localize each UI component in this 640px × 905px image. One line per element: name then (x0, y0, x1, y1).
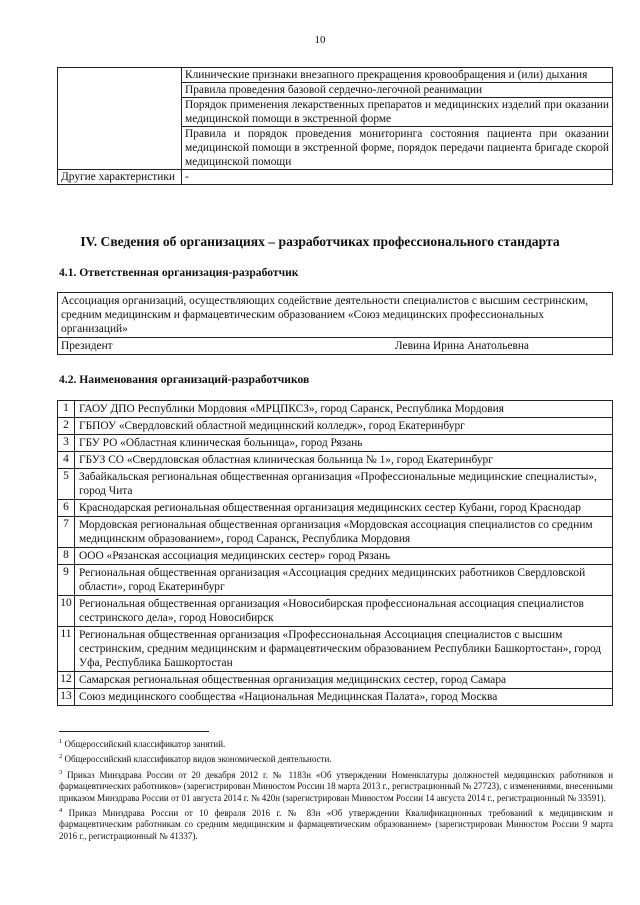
footnote-text: Общероссийский классификатор занятий. (64, 739, 226, 749)
organization-name: ГАОУ ДПО Республики Мордовия «МРЦПКСЗ», город Саранск, Республика Мордовия (75, 401, 613, 418)
footnote-marker: 2 (59, 753, 63, 761)
organization-name: Краснодарская региональная общественная организация медицинских сестер Кубани, город Краснодар (75, 500, 613, 517)
table-row (58, 401, 613, 418)
row-number: 13 (58, 689, 75, 706)
footnotes (59, 736, 613, 843)
row-number: 9 (58, 565, 75, 596)
row-number: 12 (58, 672, 75, 689)
footnote (59, 736, 613, 750)
table-cell: Порядок применения лекарственных препаратов и медицинских изделий при оказании медицинской помощи в экстренной форме (182, 98, 613, 127)
table-row (58, 469, 613, 500)
organization-name: ГБУЗ СО «Свердловская областная клиническая больница № 1», город Екатеринбург (75, 452, 613, 469)
table-row (58, 672, 613, 689)
row-number: 3 (58, 435, 75, 452)
table-row (58, 548, 613, 565)
subsection-heading: 4.1. Ответственная организация-разработчик (59, 266, 299, 279)
footnote-marker: 1 (59, 738, 63, 745)
table-cell: Правила и порядок проведения мониторинга состояния пациента при оказании медицинской помощи в экстренной форме, порядок передачи пациента бригаде скорой медицинской помощи (182, 127, 613, 170)
footnote-text: Общероссийский классификатор видов экономической деятельности. (64, 754, 332, 765)
organization-name: Союз медицинского сообщества «Национальная Медицинская Палата», город Москва (75, 689, 613, 706)
table-row (58, 338, 613, 355)
table-row (58, 68, 613, 83)
subsection-heading: 4.2. Наименования организаций-разработчиков (59, 373, 310, 386)
footnote-text: Приказ Минздрава России от 10 февраля 2016 г. № 83н «Об утверждении Квалификационных требований к медицинским и фармацевтическим работникам со средним медицинским и фармацевтическим образованием» (зарегистрирован Минюстом России 9 марта 2016 г., регистрационный № 41337). (59, 808, 613, 841)
organization-name: Региональная общественная организация «Новосибирская профессиональная ассоциация специалистов сестринского дела», город Новосибирск (75, 596, 613, 627)
organization-name: ООО «Рязанская ассоциация медицинских сестер» город Рязань (75, 548, 613, 565)
table-row (58, 627, 613, 672)
table-row (58, 170, 613, 185)
org-signatory (58, 338, 613, 355)
row-number: 11 (58, 627, 75, 672)
table-row (58, 435, 613, 452)
table-cell-empty (58, 68, 182, 170)
footnote-divider (59, 731, 209, 732)
organization-name: ГБУ РО «Областная клиническая больница», город Рязань (75, 435, 613, 452)
row-number: 1 (58, 401, 75, 418)
developers-table-body (58, 401, 613, 706)
table-cell: Клинические признаки внезапного прекращения кровообращения и (или) дыхания (182, 68, 613, 83)
table-cell-label: Другие характеристики (58, 170, 182, 185)
row-number: 2 (58, 418, 75, 435)
row-number: 7 (58, 517, 75, 548)
footnote (59, 751, 613, 765)
organization-name: Региональная общественная организация «Ассоциация средних медицинских работников Свердловской области», город Екатеринбург (75, 565, 613, 596)
table-row (58, 293, 613, 338)
table-row (58, 517, 613, 548)
row-number: 8 (58, 548, 75, 565)
row-number: 5 (58, 469, 75, 500)
row-number: 4 (58, 452, 75, 469)
table-row (58, 500, 613, 517)
organization-name: Региональная общественная организация «Профессиональная Ассоциация специалистов с высшим сестринским, средним медицинским и фармацевтическим образованием Республики Башкортостан», город Уфа, Республика Башкортостан (75, 627, 613, 672)
organization-name: Забайкальская региональная общественная организация «Профессиональные медицинские специалисты», город Чита (75, 469, 613, 500)
footnote-text: Приказ Минздрава России от 20 декабря 2012 г. № 1183н «Об утверждении Номенклатуры должностей медицинских работников и фармацевтических работников» (зарегистрирован Минюстом России 18 марта 2013 г., регистрационный № 27723), с изменениями, внесенными приказом Минздрава России от 01 августа 2014 г. № 420н (зарегистрирован Минюстом России 14 августа 2014 г., регистрационный № 33591). (59, 769, 614, 803)
footnote (59, 767, 613, 804)
table-row (58, 565, 613, 596)
section-title: IV. Сведения об организациях – разработчиках профессионального стандарта (80, 234, 560, 249)
organization-name: ГБПОУ «Свердловский областной медицинский колледж», город Екатеринбург (75, 418, 613, 435)
page-number: 10 (314, 34, 326, 46)
requirements-table (57, 67, 613, 185)
org-position: Президент (61, 340, 113, 352)
table-row (58, 418, 613, 435)
table-row (58, 452, 613, 469)
table-cell: Правила проведения базовой сердечно-легочной реанимации (182, 83, 613, 98)
developers-table (57, 400, 613, 706)
table-row (58, 689, 613, 706)
table-cell: - (182, 170, 613, 185)
organization-name: Мордовская региональная общественная организация «Мордовская ассоциация специалистов со средним медицинским образованием», город Саранск, Республика Мордовия (75, 517, 613, 548)
row-number: 6 (58, 500, 75, 517)
row-number: 10 (58, 596, 75, 627)
org-person: Левина Ирина Анатольевна (394, 340, 529, 352)
responsible-org-table (57, 292, 613, 355)
footnote-marker: 4 (59, 807, 63, 815)
organization-name: Самарская региональная общественная организация медицинских сестер, город Самара (75, 672, 613, 689)
footnote (59, 805, 613, 842)
footnote-marker: 3 (59, 768, 63, 776)
table-row (58, 596, 613, 627)
org-name: Ассоциация организаций, осуществляющих содействие деятельности специалистов с высшим сестринским, средним медицинским и фармацевтическим образованием «Союз медицинских профессиональных организаций» (58, 293, 613, 338)
